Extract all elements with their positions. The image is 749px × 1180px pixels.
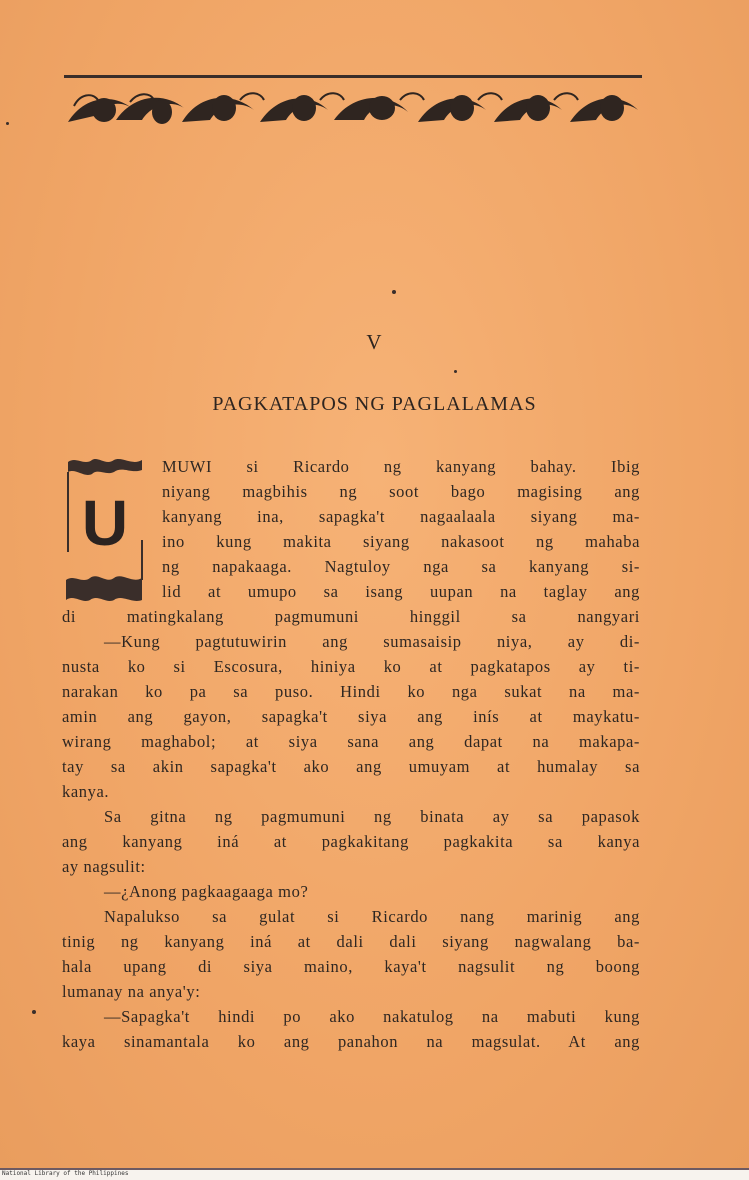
body-line: kaya sinamantala ko ang panahon na magsulat. At ang <box>62 1032 640 1051</box>
body-line: Napalukso sa gulat si Ricardo nang marinig ang <box>104 907 640 926</box>
body-line: kanyang ina, sapagka't nagaalaala siyang ma- <box>162 507 640 526</box>
body-line: Sa gitna ng pagmumuni ng binata ay sa papasok <box>104 807 640 826</box>
body-line: tay sa akin sapagka't ako ang umuyam at humalay sa <box>62 757 640 776</box>
body-line: —Kung pagtutuwirin ang sumasaisip niya, ay di- <box>104 632 640 651</box>
body-line: di matingkalang pagmumuni hinggil sa nangyari <box>62 607 640 626</box>
ink-speck <box>6 122 9 125</box>
chapter-title: PAGKATAPOS NG PAGLALAMAS <box>212 393 537 415</box>
drop-cap-letter: U <box>81 487 129 559</box>
chapter-number: V <box>366 330 383 354</box>
ink-speck <box>32 1010 36 1014</box>
body-line: kanya. <box>62 782 110 801</box>
body-line: nusta ko si Escosura, hiniya ko at pagkatapos ay ti- <box>62 657 640 676</box>
body-line: ay nagsulit: <box>62 857 146 876</box>
body-line: amin ang gayon, sapagka't siya ang inís at maykatu- <box>62 707 640 726</box>
body-line: ng napakaaga. Nagtuloy nga sa kanyang si- <box>162 557 640 576</box>
body-line: ino kung makita siyang nakasoot ng mahaba <box>162 532 640 551</box>
ink-speck <box>392 290 396 294</box>
body-line: —¿Anong pagkaagaaga mo? <box>104 882 309 901</box>
body-line: hala upang di siya maino, kaya't nagsulit ng boong <box>62 957 640 976</box>
body-line: narakan ko pa sa puso. Hindi ko nga sukat na ma- <box>62 682 640 701</box>
scan-credit: National Library of the Philippines <box>2 1170 129 1177</box>
body-line: MUWI si Ricardo ng kanyang bahay. Ibig <box>162 457 640 476</box>
body-line: tinig ng kanyang iná at dali dali siyang nagwalang ba- <box>62 932 640 951</box>
body-line: wirang maghabol; at siya sana ang dapat na makapa- <box>62 732 640 751</box>
top-rule <box>64 75 642 78</box>
body-line: lid at umupo sa isang uupan na taglay ang <box>162 582 640 601</box>
body-line: —Sapagka't hindi po ako nakatulog na mabuti kung <box>104 1007 640 1026</box>
ink-speck <box>454 370 457 373</box>
decorative-header-ornament <box>64 86 642 130</box>
body-line: lumanay na anya'y: <box>62 982 201 1001</box>
body-line: ang kanyang iná at pagkakitang pagkakita sa kanya <box>62 832 640 851</box>
body-line: niyang magbihis ng soot bago magising ang <box>162 482 640 501</box>
